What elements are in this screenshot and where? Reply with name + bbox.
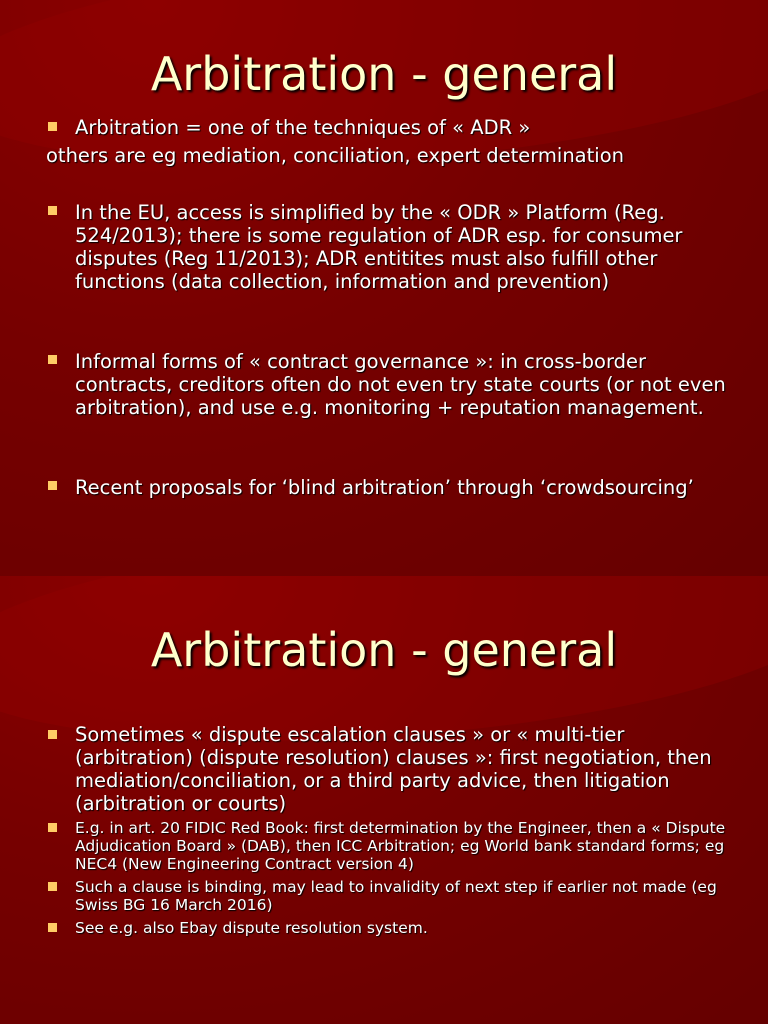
- bullet-text: In the EU, access is simplified by the « ODR » Platform (Reg. 524/2013); there is some regulation of ADR esp. for consumer disputes (Reg 11/2013); ADR entitites must also fulfill other functions (data collection, information and prevention): [75, 201, 683, 293]
- bullet-icon: [46, 819, 60, 833]
- bullet-text: Arbitration = one of the techniques of « ADR »: [75, 116, 531, 139]
- bullet-icon: [46, 118, 60, 132]
- bullet-icon: [46, 878, 60, 892]
- bullet-icon: [46, 351, 60, 365]
- sub-bullet-text: See e.g. also Ebay dispute resolution system.: [75, 919, 428, 937]
- bullet-icon: [46, 202, 60, 216]
- bullet-icon: [46, 726, 60, 740]
- slide-2: [0, 576, 768, 1024]
- bullet-text: Sometimes « dispute escalation clauses » or « multi-tier (arbitration) (dispute resolution) clauses »: first negotiation, then mediation/conciliation, or a third party advice, then litigation (arbitration or courts): [75, 723, 712, 815]
- bullet-text: Informal forms of « contract governance »: in cross-border contracts, creditors often do not even try state courts (or not even arbitration), and use e.g. monitoring + reputation management.: [75, 350, 726, 419]
- bullet-text: Recent proposals for ‘blind arbitration’ through ‘crowdsourcing’: [75, 476, 694, 499]
- sub-bullet-text: E.g. in art. 20 FIDIC Red Book: first determination by the Engineer, then a « Dispute Adjudication Board » (DAB), then ICC Arbitration; eg World bank standard forms; eg NEC4 (New Engineering Contract version 4): [75, 819, 726, 873]
- sub-bullet-text: Such a clause is binding, may lead to invalidity of next step if earlier not made (eg Swiss BG 16 March 2016): [75, 878, 717, 914]
- slide-title: Arbitration - general: [150, 623, 618, 677]
- bullet-icon: [46, 919, 60, 933]
- bullet-continuation: others are eg mediation, conciliation, expert determination: [46, 144, 624, 167]
- slide-title: Arbitration - general: [150, 47, 618, 101]
- bullet-icon: [46, 477, 60, 491]
